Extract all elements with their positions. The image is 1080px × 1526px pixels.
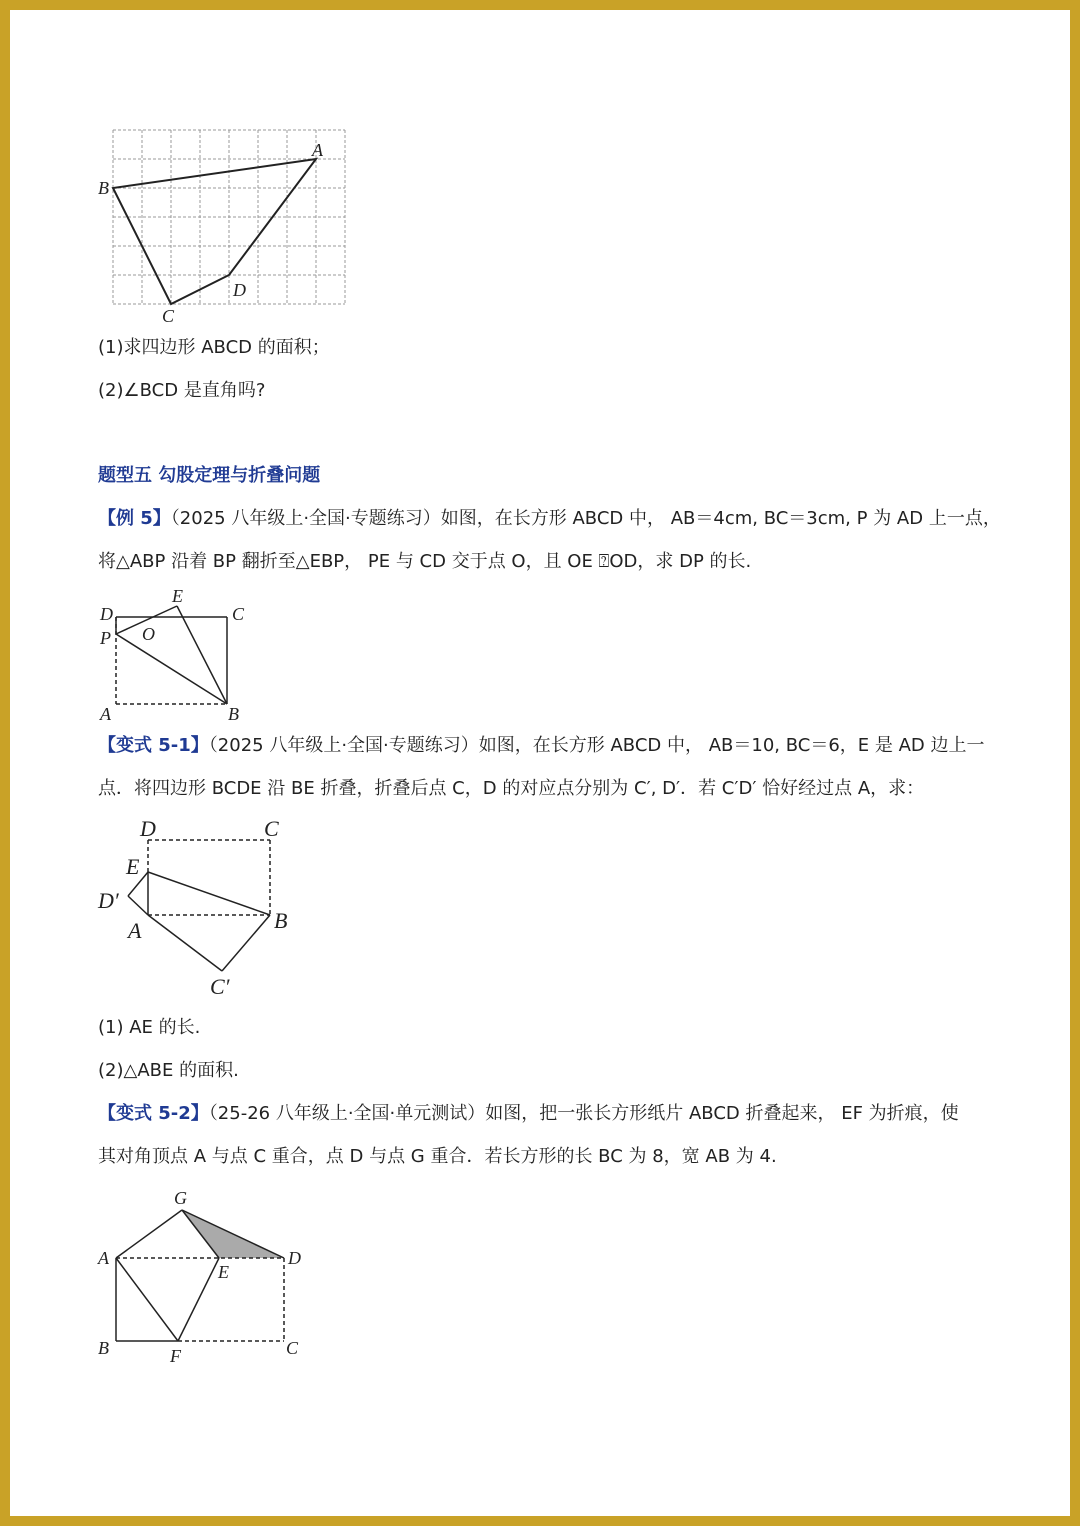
variant51-figure bbox=[94, 814, 314, 1010]
v51-label-e: E bbox=[126, 854, 140, 879]
variant52-text1: （25-26 八年级上·全国·单元测试）如图，把一张长方形纸片 ABCD 折叠起来， EF 为折痕，使 bbox=[208, 1103, 959, 1124]
variant52-figure bbox=[94, 1186, 324, 1366]
v51-label-d: D bbox=[140, 816, 156, 841]
variant52-line2: 其对角顶点 A 与点 C 重合，点 D 与点 G 重合．若长方形的长 BC 为 8，宽 AB 为 4. bbox=[98, 1146, 777, 1167]
v52-label-e: E bbox=[218, 1262, 229, 1282]
variant51-part2: (2)△ABE 的面积. bbox=[98, 1060, 239, 1081]
v51-label-c: C bbox=[264, 816, 279, 841]
v52-label-b: B bbox=[98, 1338, 109, 1358]
v51-label-a: A bbox=[128, 918, 142, 943]
v51-label-c-prime: C′ bbox=[210, 974, 230, 999]
example5-tag: 【例 5】 bbox=[98, 508, 171, 529]
example5-text1: （2025 八年级上·全国·专题练习）如图，在长方形 ABCD 中， AB＝4cm, BC＝3cm, P 为 AD 上一点， bbox=[170, 508, 1001, 529]
ex5-label-b: B bbox=[228, 704, 239, 724]
variant52-line1 bbox=[98, 1101, 959, 1127]
variant51-part1: (1) AE 的长. bbox=[98, 1017, 201, 1038]
variant51-line1 bbox=[98, 733, 984, 759]
label-a: A bbox=[312, 140, 323, 160]
grid-quadrilateral-figure bbox=[90, 126, 380, 326]
ex5-label-a: A bbox=[100, 704, 111, 724]
variant51-line2: 点．将四边形 BCDE 沿 BE 折叠，折叠后点 C，D 的对应点分别为 C′, D′．若 C′D′ 恰好经过点 A，求： bbox=[98, 778, 925, 799]
v52-label-c: C bbox=[286, 1338, 299, 1358]
ex5-label-d: D bbox=[100, 604, 113, 624]
label-c: C bbox=[162, 306, 175, 326]
variant51-text1: （2025 八年级上·全国·专题练习）如图，在长方形 ABCD 中， AB＝10, BC＝6，E 是 AD 边上一 bbox=[208, 735, 985, 756]
example5-figure bbox=[94, 584, 264, 724]
section-heading: 题型五 勾股定理与折叠问题 bbox=[98, 465, 321, 486]
ex5-label-o: O bbox=[142, 624, 155, 644]
v52-label-a: A bbox=[98, 1248, 109, 1268]
v51-label-d-prime: D′ bbox=[98, 888, 119, 913]
example5-line2: 将△ABP 沿着 BP 翻折至△EBP， PE 与 CD 交于点 O，且 OE ⍰OD，求 DP 的长. bbox=[98, 551, 752, 572]
q4-part2: (2)∠BCD 是直角吗? bbox=[98, 380, 266, 401]
v51-label-b: B bbox=[274, 908, 288, 933]
label-d: D bbox=[233, 280, 246, 300]
variant52-tag: 【变式 5-2】 bbox=[98, 1103, 209, 1124]
v52-label-f: F bbox=[170, 1346, 181, 1366]
ex5-label-e: E bbox=[172, 586, 183, 606]
ex5-label-c: C bbox=[232, 604, 245, 624]
document-page bbox=[10, 10, 1070, 1516]
variant51-tag: 【变式 5-1】 bbox=[98, 735, 209, 756]
label-b: B bbox=[98, 178, 109, 198]
v52-label-d: D bbox=[288, 1248, 301, 1268]
example5-line1 bbox=[98, 506, 1001, 532]
ex5-label-p: P bbox=[100, 628, 111, 648]
v52-label-g: G bbox=[174, 1188, 187, 1208]
q4-part1: (1)求四边形 ABCD 的面积； bbox=[98, 337, 330, 358]
